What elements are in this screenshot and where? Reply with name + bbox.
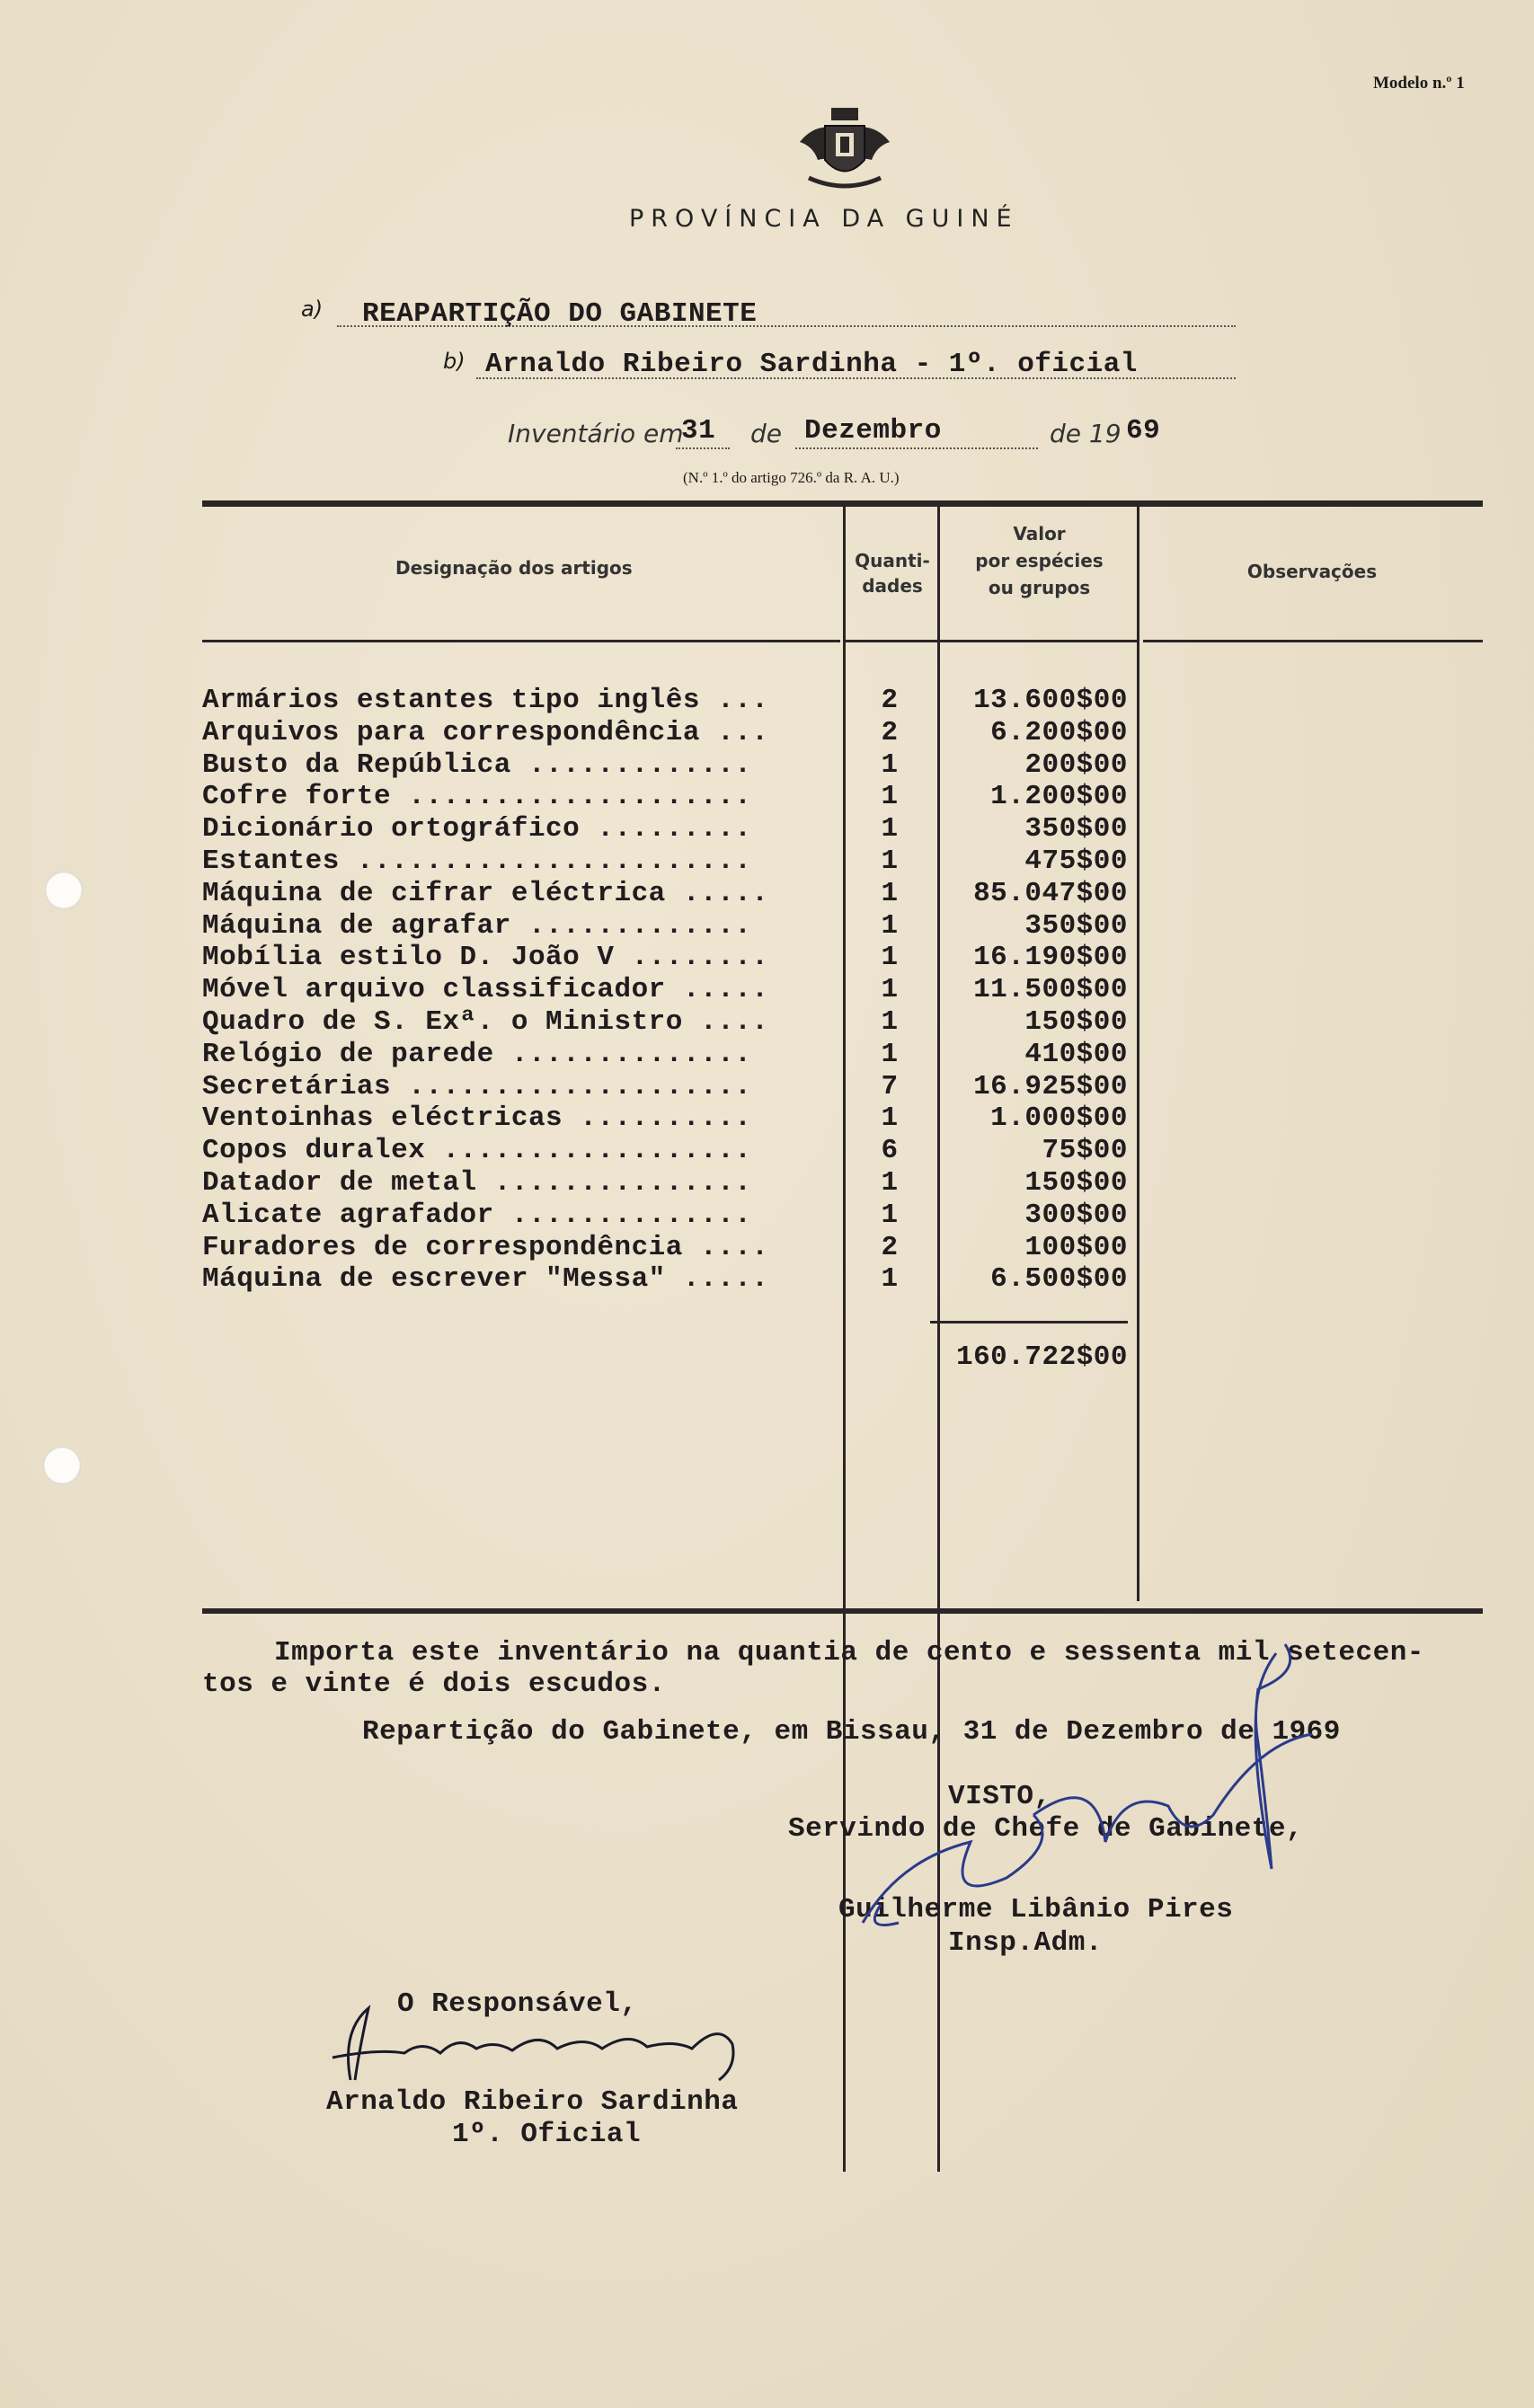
item-description: Quadro de S. Exª. o Ministro ....	[202, 1006, 769, 1038]
item-quantity: 1	[881, 1263, 899, 1296]
item-description: Arquivos para correspondência ...	[202, 716, 769, 748]
item-value: 410$00	[1024, 1038, 1128, 1070]
item-description: Máquina de escrever "Messa" .....	[202, 1263, 769, 1296]
item-value: 300$00	[1024, 1199, 1128, 1231]
item-quantity: 1	[881, 877, 899, 909]
item-quantity: 1	[881, 1006, 899, 1038]
item-value: 100$00	[1024, 1231, 1128, 1263]
item-quantity: 1	[881, 845, 899, 877]
item-value: 1.000$00	[990, 1102, 1128, 1135]
table-row	[0, 749, 1534, 782]
day-dotted-line	[676, 447, 730, 449]
responsible-title: 1º. Oficial	[452, 2119, 642, 2150]
header-rule-qty-value	[845, 640, 1137, 642]
column-header-value-3: ou grupos	[988, 577, 1091, 598]
item-quantity: 1	[881, 909, 899, 942]
visto-label: VISTO,	[948, 1781, 1051, 1812]
table-row	[0, 910, 1534, 943]
item-value: 6.500$00	[990, 1263, 1128, 1296]
item-value: 350$00	[1024, 813, 1128, 845]
table-row	[0, 1135, 1534, 1167]
item-quantity: 1	[881, 942, 899, 974]
item-value: 200$00	[1024, 748, 1128, 781]
item-quantity: 1	[881, 748, 899, 781]
responsible-official: Arnaldo Ribeiro Sardinha - 1º. oficial	[485, 349, 1138, 380]
item-quantity: 1	[881, 1199, 899, 1231]
item-description: Copos duralex ..................	[202, 1135, 752, 1167]
table-row	[0, 1039, 1534, 1071]
total-rule	[930, 1321, 1128, 1324]
item-quantity: 1	[881, 974, 899, 1006]
item-value: 6.200$00	[990, 716, 1128, 748]
coat-of-arms-emblem	[791, 106, 899, 196]
responsible-signature	[324, 1995, 755, 2094]
column-header-qty-2: dades	[862, 575, 923, 597]
column-header-qty-1: Quanti-	[855, 550, 930, 571]
serving-chief: Servindo de Chefe de Gabinete,	[788, 1813, 1304, 1845]
item-description: Furadores de correspondência ....	[202, 1231, 769, 1263]
item-quantity: 2	[881, 685, 899, 716]
table-row	[0, 1263, 1534, 1296]
field-a-marker: a)	[301, 297, 324, 322]
item-value: 475$00	[1024, 845, 1128, 877]
table-row	[0, 685, 1534, 717]
item-description: Ventoinhas eléctricas ..........	[202, 1102, 752, 1135]
table-row	[0, 878, 1534, 910]
field-b-marker: b)	[443, 349, 466, 374]
total-value: 160.722$00	[955, 1341, 1128, 1373]
table-row	[0, 845, 1534, 878]
table-row	[0, 1071, 1534, 1103]
inspector-name: Guilherme Libânio Pires	[838, 1894, 1234, 1926]
inventory-prefix: Inventário em	[508, 419, 684, 448]
table-row	[0, 1200, 1534, 1232]
item-value: 150$00	[1024, 1167, 1128, 1199]
table-row	[0, 974, 1534, 1006]
item-description: Mobília estilo D. João V ........	[202, 942, 769, 974]
department-name: REAPARTIÇÃO DO GABINETE	[362, 298, 758, 330]
item-description: Armários estantes tipo inglês ...	[202, 685, 769, 716]
item-description: Estantes .......................	[202, 845, 752, 877]
column-header-value-2: por espécies	[975, 550, 1104, 571]
table-row	[0, 781, 1534, 813]
item-value: 75$00	[1042, 1135, 1128, 1167]
item-quantity: 1	[881, 813, 899, 845]
column-header-designation: Designação dos artigos	[395, 557, 633, 579]
item-quantity: 1	[881, 1167, 899, 1199]
responsible-name: Arnaldo Ribeiro Sardinha	[326, 2086, 739, 2118]
month-dotted-line	[795, 447, 1038, 449]
inventory-day: 31	[681, 415, 716, 447]
table-row	[0, 1232, 1534, 1264]
item-description: Dicionário ortográfico .........	[202, 813, 752, 845]
item-quantity: 2	[881, 716, 899, 748]
table-row	[0, 1167, 1534, 1200]
punch-hole-bottom	[43, 1447, 81, 1484]
item-description: Datador de metal ...............	[202, 1167, 752, 1199]
inventory-year-prefix: de 19	[1050, 419, 1122, 448]
item-quantity: 1	[881, 781, 899, 813]
summary-line-2: tos e vinte é dois escudos.	[202, 1669, 666, 1700]
item-value: 85.047$00	[973, 877, 1128, 909]
item-description: Máquina de cifrar eléctrica .....	[202, 877, 769, 909]
table-row	[0, 1102, 1534, 1135]
table-bottom-rule	[202, 1608, 1483, 1614]
item-quantity: 7	[881, 1070, 899, 1102]
item-quantity: 6	[881, 1135, 899, 1167]
header-rule-designation	[202, 640, 840, 642]
item-description: Alicate agrafador ..............	[202, 1199, 752, 1231]
place-date: Repartição do Gabinete, em Bissau, 31 de Dezembro de 1969	[362, 1716, 1341, 1748]
summary-line-1: Importa este inventário na quantia de cento e sessenta mil setecen-	[274, 1637, 1424, 1669]
table-row	[0, 1006, 1534, 1039]
province-title: PROVÍNCIA DA GUINÉ	[629, 205, 1019, 233]
item-description: Máquina de agrafar .............	[202, 909, 752, 942]
table-row	[0, 813, 1534, 845]
item-quantity: 2	[881, 1231, 899, 1263]
item-value: 11.500$00	[973, 974, 1128, 1006]
column-header-value-1: Valor	[1013, 523, 1066, 544]
inspector-signature	[827, 1635, 1330, 1977]
item-value: 350$00	[1024, 909, 1128, 942]
inspector-title: Insp.Adm.	[948, 1927, 1103, 1959]
table-row	[0, 717, 1534, 749]
item-value: 150$00	[1024, 1006, 1128, 1038]
legal-reference: (N.º 1.º do artigo 726.º da R. A. U.)	[683, 469, 900, 486]
responsible-label: O Responsável,	[397, 1988, 638, 2020]
inventory-year-suffix: 69	[1126, 415, 1161, 447]
item-value: 1.200$00	[990, 781, 1128, 813]
inventory-de: de	[750, 419, 782, 448]
item-description: Busto da República .............	[202, 748, 752, 781]
item-value: 13.600$00	[973, 685, 1128, 716]
inventory-month: Dezembro	[804, 415, 942, 447]
table-row	[0, 942, 1534, 974]
item-description: Móvel arquivo classificador .....	[202, 974, 769, 1006]
item-quantity: 1	[881, 1038, 899, 1070]
item-quantity: 1	[881, 1102, 899, 1135]
column-header-observations: Observações	[1246, 561, 1378, 582]
item-description: Cofre forte ....................	[202, 781, 752, 813]
item-value: 16.925$00	[973, 1070, 1128, 1102]
item-description: Relógio de parede ..............	[202, 1038, 752, 1070]
item-description: Secretárias ....................	[202, 1070, 752, 1102]
item-value: 16.190$00	[973, 942, 1128, 974]
header-rule-observations	[1143, 640, 1483, 642]
model-number: Modelo n.º 1	[1373, 74, 1465, 93]
